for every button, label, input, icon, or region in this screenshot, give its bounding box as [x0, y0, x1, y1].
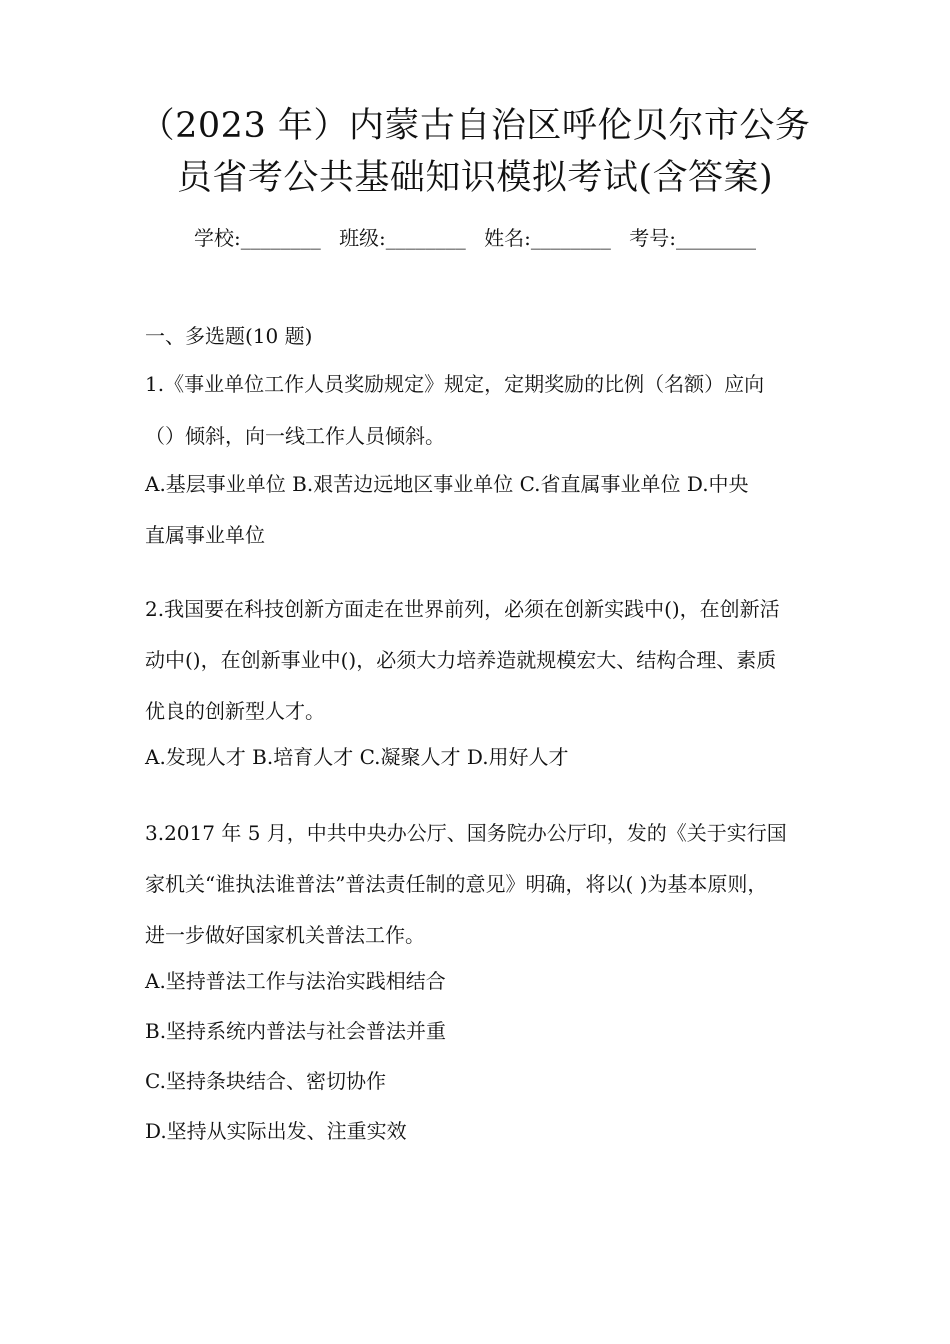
- question-3-stem-line-2: 家机关“谁执法谁普法”普法责任制的意见》明确，将以( )为基本原则，: [145, 872, 768, 896]
- question-1-options-line-1: A.基层事业单位 B.艰苦边远地区事业单位 C.省直属事业单位 D.中央: [145, 472, 749, 496]
- student-info-row: [0, 222, 950, 251]
- question-2-stem-line-1: 2.我国要在科技创新方面走在世界前列，必须在创新实践中()，在创新活: [145, 597, 780, 621]
- class-field: 班级:________: [339, 226, 466, 250]
- section-heading: 一、多选题(10 题): [145, 324, 313, 348]
- question-3-option-b: B.坚持系统内普法与社会普法并重: [145, 1019, 447, 1043]
- question-1-stem-line-2: （）倾斜，向一线工作人员倾斜。: [145, 424, 445, 448]
- question-3-stem-line-1: 3.2017 年 5 月，中共中央办公厅、国务院办公厅印，发的《关于实行国: [145, 821, 787, 845]
- question-1-stem-line-1: 1.《事业单位工作人员奖励规定》规定，定期奖励的比例（名额）应向: [145, 372, 765, 396]
- question-1-options-line-2: 直属事业单位: [145, 523, 265, 547]
- question-2-stem-line-3: 优良的创新型人才。: [145, 699, 325, 723]
- name-field: 姓名:________: [484, 226, 611, 250]
- document-title-line-2: 员省考公共基础知识模拟考试(含答案): [176, 158, 774, 198]
- question-3-option-d: D.坚持从实际出发、注重实效: [145, 1119, 407, 1143]
- question-2-options-line-1: A.发现人才 B.培育人才 C.凝聚人才 D.用好人才: [145, 745, 569, 769]
- question-3-option-c: C.坚持条块结合、密切协作: [145, 1069, 386, 1093]
- question-3-option-a: A.坚持普法工作与法治实践相结合: [145, 969, 446, 993]
- document-title-line-1: （2023 年）内蒙古自治区呼伦贝尔市公务: [139, 106, 811, 146]
- question-2-stem-line-2: 动中()，在创新事业中()，必须大力培养造就规模宏大、结构合理、素质: [145, 648, 777, 672]
- exam-number-field: 考号:________: [629, 226, 757, 250]
- school-field: 学校:________: [193, 226, 321, 250]
- question-3-stem-line-3: 进一步做好国家机关普法工作。: [145, 923, 425, 947]
